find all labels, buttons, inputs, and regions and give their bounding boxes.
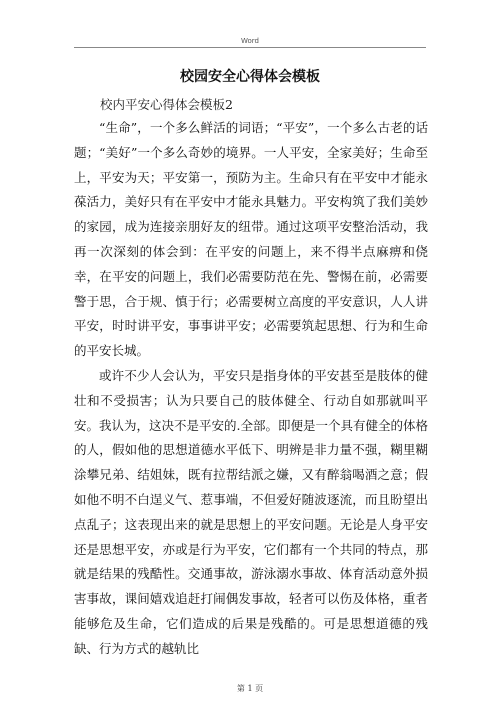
body-paragraph: “生命”，一个多么鲜活的词语；“平安”，一个多么古老的话题；“美好”一个多么奇妙的境界。一人平安，全家美好；生命至上，平安为天；平安第一，预防为主。生命只有在平安中才能永葆活力，美好只有在平安中才能永具魅力。平安构筑了我们美妙的家园，成为连接亲朋好友的纽带。通过这项平安整治活动，我再一次深刻的体会到：在平安的问题上，来不得半点麻痹和侥幸，在平安的问题上，我们必需要防范在先、警惕在前，必需要警于思，合于规、慎于行；必需要树立高度的平安意识，人人讲平安，时时讲平安，事事讲平安；必需要筑起思想、行为和生命的平安长城。 [74,120,428,359]
document-title: 校园安全心得体会模板 [180,69,320,85]
header-divider [74,47,426,48]
document-body [74,116,428,662]
document-subtitle: 校内平安心得体会模板2 [100,97,233,112]
body-paragraph: 或许不少人会认为，平安只是指身体的平安甚至是肢体的健壮和不受损害；认为只要自己的肢体健全、行动自如那就叫平安。我认为，这决不是平安的.全部。即便是一个具有健全的体格的人，假如他的思想道德水平低下、明辨是非力量不强，糊里糊涂攀兄弟、结姐妹，既有拉帮结派之嫌，又有醉翁喝酒之意；假如他不明不白逞义气、惹事端，不但爱好随波逐流，而且盼望出点乱子；这表现出来的就是思想上的平安问题。无论是人身平安还是思想平安，亦或是行为平安，它们都有一个共同的特点，那就是结果的残酷性。交通事故，游泳溺水事故、体育活动意外损害事故，课间嬉戏追赶打闹偶发事故，轻者可以伤及体格，重者能够危及生命，它们造成的后果是残酷的。可是思想道德的残缺、行为方式的越轨比 [74,367,428,656]
header-app-label: Word [241,37,259,45]
page-number: 第 1 页 [236,684,264,693]
